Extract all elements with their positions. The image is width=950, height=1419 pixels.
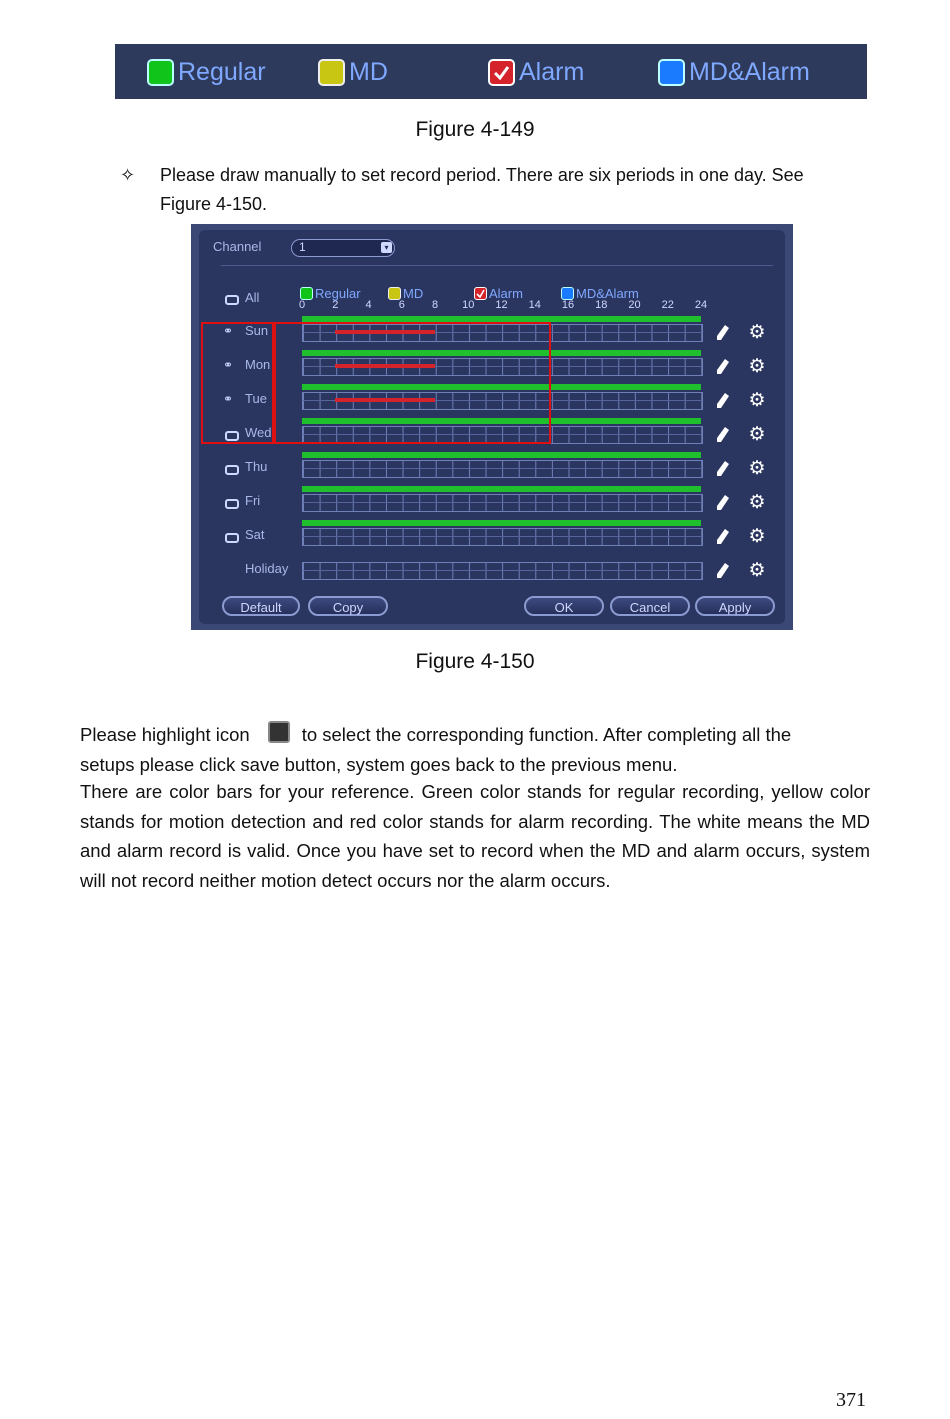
gear-icon[interactable]: ⚙ xyxy=(748,492,766,513)
day-label: Holiday xyxy=(245,561,289,576)
gear-icon[interactable]: ⚙ xyxy=(748,390,766,411)
hour-tick-label: 8 xyxy=(431,299,439,311)
legend-label: MD xyxy=(349,58,388,86)
grid-midline xyxy=(303,468,702,469)
record-type-legend-bar xyxy=(115,44,867,99)
color-bar-explanation: There are color bars for your reference. Green color stands for regular recording, yellow color stands for motion detection and red color stands for alarm recording. The white means the MD and alarm record is valid. Once you have set to record when the MD and alarm occurs, system will not record neither motion detect occurs nor the alarm occurs. xyxy=(80,781,870,891)
gear-icon[interactable]: ⚙ xyxy=(748,526,766,547)
day-checkbox[interactable] xyxy=(225,499,239,509)
figure-caption-149: Figure 4-149 xyxy=(415,118,535,141)
legend-label: Alarm xyxy=(519,58,585,86)
md-color-swatch xyxy=(318,59,345,86)
chevron-down-icon: ▾ xyxy=(381,242,392,253)
hour-tick-label: 20 xyxy=(628,299,641,311)
page-number: 371 xyxy=(836,1389,866,1411)
day-label: Mon xyxy=(245,357,271,372)
hour-tick-label: 14 xyxy=(528,299,541,311)
schedule-panel xyxy=(199,230,785,624)
day-checkbox[interactable] xyxy=(225,533,239,543)
highlight-frame-periods xyxy=(274,322,551,444)
ok-button[interactable]: OK xyxy=(524,596,604,616)
para1-line2: setups please click save button, system goes back to the previous menu. xyxy=(80,753,678,775)
gear-icon[interactable]: ⚙ xyxy=(748,356,766,377)
bullet-text-line1: Please draw manually to set record period. There are six periods in one day. See xyxy=(160,165,804,185)
hour-tick-label: 18 xyxy=(595,299,608,311)
link-icon[interactable]: ⚭ xyxy=(223,392,234,406)
timeline-grid[interactable] xyxy=(302,494,703,512)
all-label: All xyxy=(245,290,260,305)
link-icon[interactable]: ⚭ xyxy=(223,358,234,372)
hour-tick-label: 0 xyxy=(298,299,306,311)
link-icon[interactable]: ⚭ xyxy=(223,324,234,338)
default-button[interactable]: Default xyxy=(222,596,300,616)
record-schedule-screenshot xyxy=(191,224,793,630)
timeline-grid[interactable] xyxy=(302,562,703,580)
hour-tick-label: 6 xyxy=(398,299,405,311)
pencil-icon[interactable] xyxy=(716,494,730,511)
grid-midline xyxy=(303,502,702,503)
pencil-icon[interactable] xyxy=(716,358,730,375)
legend-label: Regular xyxy=(178,58,266,86)
channel-value: 1 xyxy=(299,240,306,254)
hour-tick-label: 10 xyxy=(462,299,475,311)
day-label: Thu xyxy=(245,459,268,474)
hour-tick-label: 16 xyxy=(561,299,575,311)
channel-select[interactable] xyxy=(291,239,395,257)
legend-label: MD xyxy=(403,286,424,301)
day-label: Sun xyxy=(245,323,269,338)
alarm-checkbox-icon xyxy=(488,59,515,86)
legend-item-md-alarm[interactable] xyxy=(658,58,810,87)
legend-item-alarm[interactable] xyxy=(488,58,584,87)
pencil-icon[interactable] xyxy=(716,460,730,477)
regular-record-bar[interactable] xyxy=(302,486,701,492)
regular-record-bar[interactable] xyxy=(302,452,701,458)
pencil-icon[interactable] xyxy=(716,392,730,409)
day-label: Fri xyxy=(245,493,261,508)
channel-label: Channel xyxy=(213,239,262,254)
md-alarm-color-swatch xyxy=(658,59,685,86)
gear-icon[interactable]: ⚙ xyxy=(748,322,766,343)
figure-caption-150: Figure 4-150 xyxy=(415,650,535,673)
pencil-icon[interactable] xyxy=(716,426,730,443)
day-label: Wed xyxy=(245,425,272,440)
legend-label: MD&Alarm xyxy=(689,58,810,86)
pencil-icon[interactable] xyxy=(716,528,730,545)
cancel-button[interactable]: Cancel xyxy=(610,596,690,616)
timeline-grid[interactable] xyxy=(302,460,703,478)
hour-tick-label: 12 xyxy=(495,299,508,311)
gear-icon[interactable]: ⚙ xyxy=(748,458,766,479)
highlight-icon xyxy=(268,721,290,743)
legend-label: Alarm xyxy=(489,286,523,301)
legend-label: MD&Alarm xyxy=(576,286,639,301)
highlight-frame-days xyxy=(201,322,274,444)
bullet-text-line2: Figure 4-150. xyxy=(160,194,268,214)
day-label: Tue xyxy=(245,391,267,406)
regular-record-bar[interactable] xyxy=(302,520,701,526)
regular-color-swatch xyxy=(147,59,174,86)
day-checkbox[interactable] xyxy=(225,465,239,475)
divider xyxy=(221,265,773,266)
pencil-icon[interactable] xyxy=(716,324,730,341)
apply-button[interactable]: Apply xyxy=(695,596,775,616)
hour-tick-label: 4 xyxy=(365,299,372,311)
legend-item-md[interactable] xyxy=(318,58,388,87)
gear-icon[interactable]: ⚙ xyxy=(748,560,766,581)
legend-item-regular[interactable] xyxy=(147,58,266,87)
gear-icon[interactable]: ⚙ xyxy=(748,424,766,445)
day-label: Sat xyxy=(245,527,265,542)
hour-tick-label: 2 xyxy=(332,299,339,311)
hour-tick-label: 24 xyxy=(694,299,708,311)
legend-label: Regular xyxy=(315,286,361,301)
hour-tick-label: 22 xyxy=(661,299,674,311)
pencil-icon[interactable] xyxy=(716,562,730,579)
grid-midline xyxy=(303,536,702,537)
instruction-paragraph xyxy=(80,720,875,779)
para1-after-icon: to select the corresponding function. After completing all the xyxy=(301,724,792,745)
copy-button[interactable]: Copy xyxy=(308,596,388,616)
bullet-symbol: ✧ xyxy=(120,165,136,185)
para1-before-icon: Please highlight icon xyxy=(80,724,250,745)
timeline-grid[interactable] xyxy=(302,528,703,546)
all-checkbox[interactable] xyxy=(225,295,239,305)
grid-midline xyxy=(303,570,702,571)
